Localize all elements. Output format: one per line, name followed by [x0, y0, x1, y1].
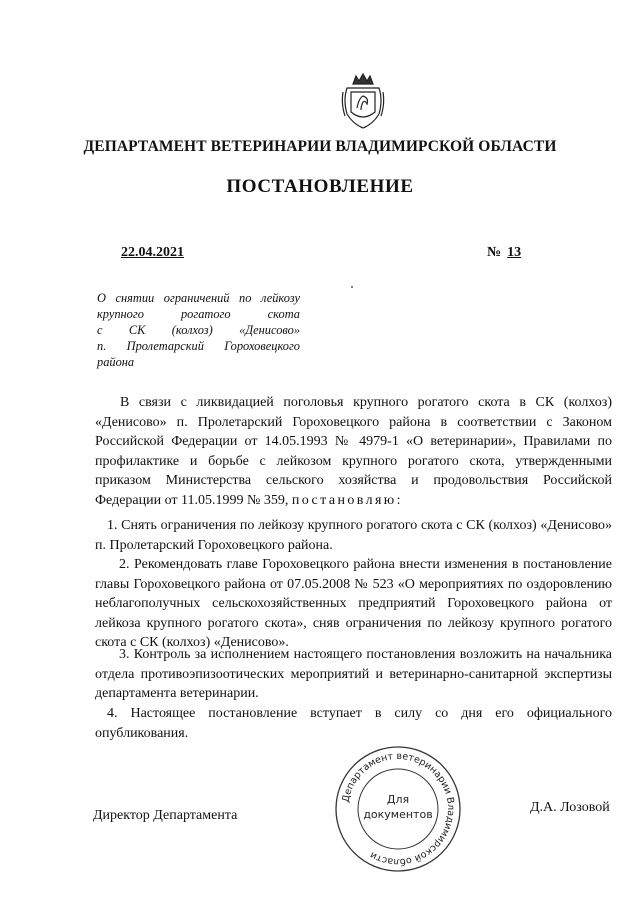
stamp-center-line: Для	[386, 793, 410, 806]
intro-paragraph	[95, 393, 612, 510]
subject-line: с СК (колхоз) «Денисово»	[97, 323, 300, 337]
document-number	[487, 245, 521, 261]
subject-line: крупного рогатого скота	[97, 307, 300, 321]
stamp-seal	[331, 742, 465, 876]
decree-item-2: 2. Рекомендовать главе Гороховецкого района внести изменения в постановление главы Гороховецкого района от 07.05.2008 № 523 «О мероприятиях по оздоровлению неблагополучных сельскохозяйственных предприятий Гороховецкого района от лейкоза крупного рогатого скота», сняв ограничения по лейкозу крупного рогатого скота с СК (колхоз) «Денисово».	[95, 557, 612, 650]
number-value: 13	[507, 245, 522, 260]
number-label: №	[487, 245, 502, 260]
stamp-ring-text: Департамент ветеринарии Владимирской области	[340, 750, 457, 868]
decree-item-4: 4. Настоящее постановление вступает в силу со дня его официального опубликования.	[95, 706, 612, 741]
intro-text: В связи с ликвидацией поголовья крупного рогатого скота в СК (колхоз) «Денисово» п. Пролетарский Гороховецкого района в соответствии с Законом Российской Федерации от 14.05.1993 № 4979-1 «О ветеринарии», Правилами по профилактике и борьбе с лейкозом крупного рогатого скота, утвержденными приказом Министерства сельского хозяйства и продовольствия Российской Федерации от 11.05.1999 № 359,	[95, 395, 612, 508]
signatory-title: Директор Департамента	[93, 808, 238, 823]
scan-speck	[351, 286, 353, 288]
decree-word: постановляю:	[291, 492, 403, 508]
document-type: ПОСТАНОВЛЕНИЕ	[226, 176, 414, 197]
subject-line: О снятии ограничений по лейкозу	[97, 291, 300, 305]
subject-line: района	[97, 355, 135, 369]
decree-item-3: 3. Контроль за исполнением настоящего постановления возложить на начальника отдела противоэпизоотических мероприятий и ветеринарно-санитарной экспертизы департамента ветеринарии.	[95, 647, 612, 701]
signatory-name: Д.А. Лозовой	[530, 800, 610, 815]
department-title: ДЕПАРТАМЕНТ ВЕТЕРИНАРИИ ВЛАДИМИРСКОЙ ОБЛАСТИ	[83, 138, 557, 155]
document-date: 22.04.2021	[121, 245, 184, 260]
decree-item-1: 1. Снять ограничения по лейкозу крупного рогатого скота с СК (колхоз) «Денисово» п. Пролетарский Гороховецкого района.	[95, 518, 612, 553]
stamp-center-line: документов	[363, 808, 433, 821]
document-subject	[97, 290, 300, 370]
coat-of-arms-icon	[339, 70, 387, 130]
subject-line: п. Пролетарский Гороховецкого	[97, 339, 300, 353]
